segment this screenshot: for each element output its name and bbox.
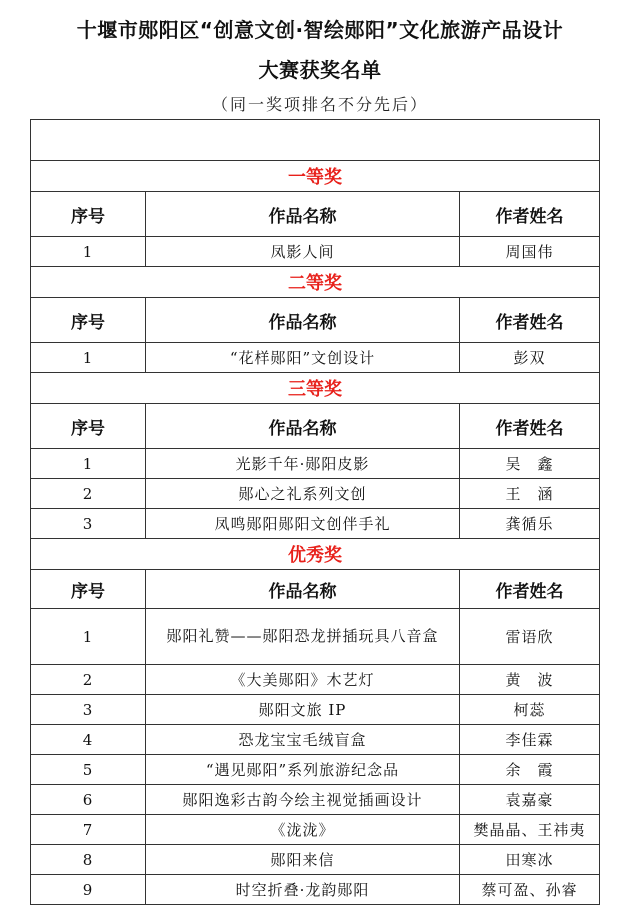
table-row <box>31 785 600 815</box>
row-author: 袁嘉豪 <box>460 785 600 815</box>
award-title: 一等奖 <box>31 161 600 192</box>
row-index: 9 <box>31 875 146 905</box>
section-header-third-prize <box>31 373 600 404</box>
row-index: 6 <box>31 785 146 815</box>
row-work: “花样郧阳”文创设计 <box>146 343 460 373</box>
table-row <box>31 609 600 665</box>
row-index: 3 <box>31 509 146 539</box>
column-header-work: 作品名称 <box>146 570 460 609</box>
row-index: 1 <box>31 237 146 267</box>
column-header-author: 作者姓名 <box>460 404 600 449</box>
document-title-line1: 十堰市郧阳区“创意文创·智绘郧阳”文化旅游产品设计 <box>76 18 564 42</box>
row-author: 龚循乐 <box>460 509 600 539</box>
table-row <box>31 479 600 509</box>
table-row <box>31 509 600 539</box>
row-author: 蔡可盈、孙睿 <box>460 875 600 905</box>
row-author: 彭双 <box>460 343 600 373</box>
column-header-row <box>31 298 600 343</box>
table-row <box>31 845 600 875</box>
row-index: 1 <box>31 609 146 665</box>
column-header-index: 序号 <box>31 298 146 343</box>
section-header-excellence-prize <box>31 539 600 570</box>
row-work: 郧阳文旅 IP <box>146 695 460 725</box>
row-author: 柯蕊 <box>460 695 600 725</box>
table-row <box>31 815 600 845</box>
column-header-index: 序号 <box>31 404 146 449</box>
row-index: 7 <box>31 815 146 845</box>
row-author: 吴 鑫 <box>460 449 600 479</box>
section-header-first-prize <box>31 161 600 192</box>
column-header-author: 作者姓名 <box>460 570 600 609</box>
row-index: 4 <box>31 725 146 755</box>
table-row <box>31 449 600 479</box>
row-author: 余 霞 <box>460 755 600 785</box>
row-author: 樊晶晶、王祎夷 <box>460 815 600 845</box>
row-work: 郧阳礼赞——郧阳恐龙拼插玩具八音盒 <box>146 609 460 665</box>
column-header-row <box>31 192 600 237</box>
section-header-second-prize <box>31 267 600 298</box>
column-header-index: 序号 <box>31 192 146 237</box>
table-row <box>31 237 600 267</box>
column-header-work: 作品名称 <box>146 404 460 449</box>
row-work: 郧阳来信 <box>146 845 460 875</box>
column-header-author: 作者姓名 <box>460 192 600 237</box>
row-author: 黄 波 <box>460 665 600 695</box>
column-header-row <box>31 570 600 609</box>
award-title: 优秀奖 <box>31 539 600 570</box>
document-title-line2: 大赛获奖名单 <box>258 58 382 82</box>
row-author: 李佳霖 <box>460 725 600 755</box>
row-work: 恐龙宝宝毛绒盲盒 <box>146 725 460 755</box>
row-index: 3 <box>31 695 146 725</box>
table-blank-row <box>31 120 600 161</box>
row-work: 凤鸣郧阳郧阳文创伴手礼 <box>146 509 460 539</box>
row-work: 郧心之礼系列文创 <box>146 479 460 509</box>
row-work: 时空折叠·龙韵郧阳 <box>146 875 460 905</box>
award-table <box>30 119 600 905</box>
row-work: 光影千年·郧阳皮影 <box>146 449 460 479</box>
document-subtitle: （同一奖项排名不分先后） <box>211 95 428 114</box>
table-row <box>31 875 600 905</box>
row-index: 8 <box>31 845 146 875</box>
row-work: 《大美郧阳》木艺灯 <box>146 665 460 695</box>
row-author: 田寒冰 <box>460 845 600 875</box>
column-header-index: 序号 <box>31 570 146 609</box>
table-row <box>31 695 600 725</box>
column-header-work: 作品名称 <box>146 192 460 237</box>
column-header-row <box>31 404 600 449</box>
row-work: 《泷泷》 <box>146 815 460 845</box>
row-author: 周国伟 <box>460 237 600 267</box>
table-row <box>31 343 600 373</box>
table-row <box>31 665 600 695</box>
row-author: 雷语欣 <box>460 609 600 665</box>
table-row <box>31 755 600 785</box>
row-index: 1 <box>31 449 146 479</box>
row-work: “遇见郧阳”系列旅游纪念品 <box>146 755 460 785</box>
table-row <box>31 725 600 755</box>
award-title: 二等奖 <box>31 267 600 298</box>
row-work: 凤影人间 <box>146 237 460 267</box>
row-work: 郧阳逸彩古韵今绘主视觉插画设计 <box>146 785 460 815</box>
row-index: 2 <box>31 479 146 509</box>
column-header-work: 作品名称 <box>146 298 460 343</box>
row-index: 1 <box>31 343 146 373</box>
row-index: 5 <box>31 755 146 785</box>
row-author: 王 涵 <box>460 479 600 509</box>
column-header-author: 作者姓名 <box>460 298 600 343</box>
award-title: 三等奖 <box>31 373 600 404</box>
row-index: 2 <box>31 665 146 695</box>
